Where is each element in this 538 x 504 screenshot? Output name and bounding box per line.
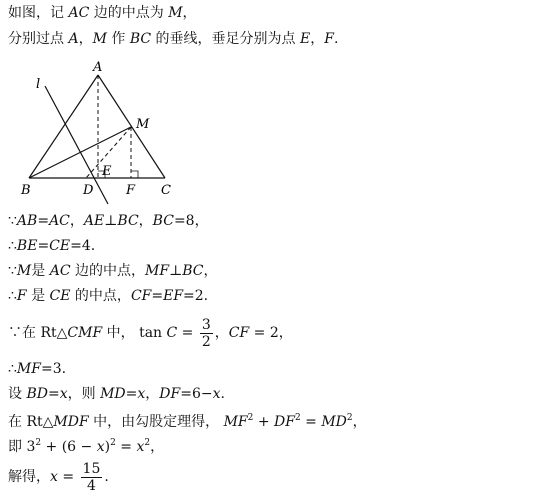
solution-line-8 (8, 409, 367, 431)
text: ，则 (67, 386, 101, 402)
solution-line-7 (8, 385, 225, 403)
text: AC (49, 263, 71, 279)
exponent: 2 (35, 438, 42, 448)
text: BC (152, 213, 174, 229)
text: 是 (26, 288, 50, 304)
text: = (47, 386, 60, 402)
text: = (37, 238, 50, 254)
numerator: 3 (201, 316, 211, 333)
text: F (324, 31, 334, 47)
text: ∴ (8, 361, 17, 377)
text: =3. (40, 361, 67, 377)
text: M (16, 263, 32, 279)
text: MF (145, 263, 170, 279)
text: ∵在 Rt△ (8, 325, 68, 341)
text: ， (78, 31, 93, 47)
text: 如图，记 (8, 5, 69, 21)
solution-line-10 (8, 460, 109, 494)
text: AC (49, 213, 70, 229)
text: = (57, 469, 79, 485)
text: CF (228, 325, 250, 341)
text: x (50, 469, 58, 485)
text: E (300, 31, 311, 47)
label-c: C (161, 183, 171, 198)
solution-line-9 (8, 434, 164, 456)
denominator: 4 (87, 477, 96, 494)
text: x (59, 386, 68, 402)
label-e: E (102, 164, 112, 179)
text: x (96, 439, 105, 455)
exponent: 2 (144, 438, 151, 448)
text: x (137, 386, 146, 402)
text: 即 3 (8, 439, 36, 455)
text: ， (214, 325, 229, 341)
exponent: 2 (346, 413, 353, 423)
label-a: A (93, 60, 103, 75)
text: MD (100, 386, 126, 402)
text: + (253, 414, 275, 430)
exponent: 2 (110, 438, 116, 448)
text: . (104, 469, 109, 485)
text: . (220, 386, 225, 402)
line-l (45, 86, 108, 204)
text: 边的中点， (70, 263, 145, 279)
label-m: M (136, 117, 150, 132)
text: ∴ (8, 238, 17, 254)
text: BE (16, 238, 38, 254)
solution-line-3 (8, 262, 218, 280)
text: ∴ (8, 288, 17, 304)
text: x (212, 386, 221, 402)
solution-line-4 (8, 287, 208, 305)
text: BC (117, 213, 139, 229)
text: AC (68, 5, 90, 21)
text: ， (352, 414, 367, 430)
text: . (333, 31, 339, 47)
numerator: 15 (82, 460, 101, 477)
text: =8， (173, 213, 209, 229)
text: M (92, 31, 107, 47)
text: CF (130, 288, 152, 304)
text: C (166, 325, 178, 341)
solution-line-5 (8, 316, 293, 350)
text: 作 (106, 31, 130, 47)
label-b: B (21, 183, 31, 198)
text: 的垂线，垂足分别为点 (151, 31, 300, 47)
text: =4. (70, 238, 96, 254)
text: =2. (183, 288, 209, 304)
label-f: F (126, 183, 136, 198)
text: = (151, 288, 164, 304)
label-d: D (83, 183, 94, 198)
text: 中， (102, 325, 135, 341)
text: BC (129, 31, 152, 47)
text: = (37, 213, 50, 229)
text: M (168, 5, 183, 21)
right-angle-f (131, 171, 138, 178)
fraction-fifteen-quarters (81, 461, 103, 494)
text: =6− (180, 386, 213, 402)
text: BD (26, 386, 48, 402)
text: MF (16, 361, 41, 377)
text: AB (16, 213, 38, 229)
text: 的中点， (70, 288, 131, 304)
solution-line-6 (8, 360, 66, 378)
text: EF (163, 288, 184, 304)
text: MD (321, 414, 347, 430)
text: = (125, 386, 138, 402)
text: 边的中点为 (89, 5, 169, 21)
text: ， (150, 439, 165, 455)
text: F (16, 288, 27, 304)
exponent: 2 (247, 413, 254, 423)
text: A (68, 31, 79, 47)
text: 设 (8, 386, 27, 402)
text: x (136, 439, 145, 455)
text: CE (49, 288, 71, 304)
text: MF (223, 414, 248, 430)
solution-line-1 (8, 212, 209, 230)
text: CE (49, 238, 71, 254)
denominator: 2 (201, 333, 211, 350)
text: = 2， (249, 325, 293, 341)
text: BC (182, 263, 204, 279)
segment-bm (29, 127, 131, 178)
text: 中，由勾股定理得， (88, 414, 220, 430)
text: = (300, 414, 322, 430)
text: ， (69, 213, 84, 229)
text: MDF (53, 414, 89, 430)
text: 在 Rt△ (8, 414, 54, 430)
text: ∵ (8, 263, 17, 279)
text: ， (310, 31, 325, 47)
text: AE (83, 213, 105, 229)
text: ∵ (8, 213, 17, 229)
text: tan (139, 325, 167, 341)
text: ⊥ (104, 213, 118, 229)
exponent: 2 (294, 413, 301, 423)
text: DF (159, 386, 181, 402)
text: ， (145, 386, 160, 402)
text: = (177, 325, 198, 341)
text: CMF (67, 325, 103, 341)
text: ， (203, 263, 218, 279)
text: + (6 − (41, 439, 97, 455)
solution-line-2 (8, 237, 95, 255)
text: 分别过点 (8, 31, 69, 47)
text: = (115, 439, 137, 455)
text: ， (138, 213, 153, 229)
text: ⊥ (169, 263, 183, 279)
text: 解得， (8, 469, 50, 485)
text: ) (104, 439, 111, 455)
fraction-three-halves (200, 317, 213, 350)
label-l: l (36, 77, 41, 92)
text: ， (182, 5, 197, 21)
text: 是 (31, 263, 50, 279)
text: DF (274, 414, 295, 430)
